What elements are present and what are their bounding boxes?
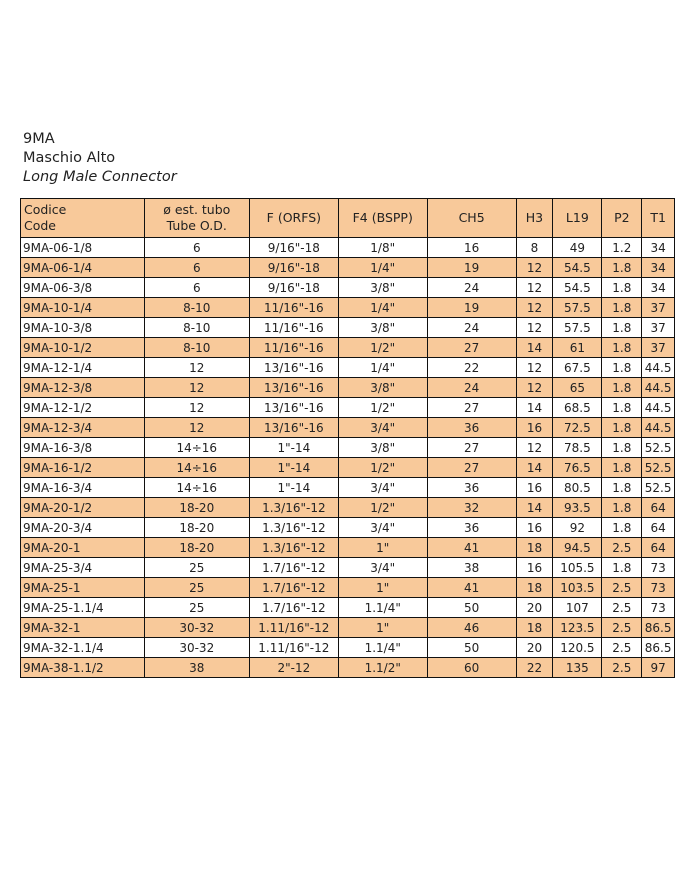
cell-ch5: 50 [427,638,516,658]
table-row [21,498,675,518]
cell-f: 13/16"-16 [249,398,338,418]
cell-tube: 30-32 [144,618,249,638]
cell-ch5: 41 [427,538,516,558]
cell-f: 13/16"-16 [249,378,338,398]
cell-ch5: 36 [427,418,516,438]
cell-l19: 67.5 [553,358,602,378]
cell-code: 9MA-12-1/2 [21,398,145,418]
column-header-t1: T1 [642,199,675,238]
cell-tube: 6 [144,258,249,278]
cell-t1: 37 [642,338,675,358]
cell-l19: 80.5 [553,478,602,498]
cell-code: 9MA-12-3/8 [21,378,145,398]
table-body [21,238,675,678]
cell-ch5: 16 [427,238,516,258]
cell-l19: 57.5 [553,318,602,338]
cell-f: 11/16"-16 [249,298,338,318]
cell-t1: 73 [642,558,675,578]
cell-f4: 3/4" [338,518,427,538]
cell-ch5: 60 [427,658,516,678]
cell-l19: 120.5 [553,638,602,658]
column-header-h3: H3 [516,199,553,238]
cell-f4: 3/8" [338,438,427,458]
cell-l19: 72.5 [553,418,602,438]
cell-l19: 54.5 [553,278,602,298]
cell-ch5: 22 [427,358,516,378]
cell-tube: 30-32 [144,638,249,658]
cell-f: 1"-14 [249,438,338,458]
column-header-code [21,199,145,238]
cell-code: 9MA-25-1.1/4 [21,598,145,618]
cell-f4: 1/2" [338,498,427,518]
cell-code: 9MA-16-3/4 [21,478,145,498]
table-row [21,258,675,278]
product-code: 9MA [23,131,55,147]
cell-t1: 37 [642,298,675,318]
cell-tube: 18-20 [144,518,249,538]
table-row [21,518,675,538]
cell-f: 1.3/16"-12 [249,538,338,558]
cell-h3: 20 [516,638,553,658]
cell-t1: 44.5 [642,398,675,418]
table-row [21,358,675,378]
cell-h3: 12 [516,358,553,378]
cell-p2: 1.8 [602,338,642,358]
cell-l19: 105.5 [553,558,602,578]
cell-t1: 34 [642,278,675,298]
cell-tube: 12 [144,418,249,438]
cell-f4: 3/8" [338,278,427,298]
cell-tube: 12 [144,358,249,378]
cell-l19: 78.5 [553,438,602,458]
cell-ch5: 46 [427,618,516,638]
cell-t1: 44.5 [642,358,675,378]
cell-h3: 8 [516,238,553,258]
cell-tube: 12 [144,378,249,398]
table-row [21,398,675,418]
table-row [21,278,675,298]
cell-code: 9MA-06-1/8 [21,238,145,258]
cell-p2: 2.5 [602,618,642,638]
table-row [21,438,675,458]
cell-t1: 52.5 [642,478,675,498]
cell-f: 1"-14 [249,478,338,498]
table-row [21,418,675,438]
cell-h3: 14 [516,498,553,518]
cell-h3: 12 [516,278,553,298]
cell-f: 9/16"-18 [249,278,338,298]
cell-t1: 73 [642,598,675,618]
cell-l19: 92 [553,518,602,538]
cell-h3: 12 [516,298,553,318]
cell-p2: 1.8 [602,318,642,338]
cell-f4: 3/4" [338,418,427,438]
cell-f4: 1" [338,618,427,638]
table-row [21,658,675,678]
cell-tube: 8-10 [144,338,249,358]
cell-ch5: 36 [427,518,516,538]
cell-tube: 38 [144,658,249,678]
cell-f4: 1" [338,538,427,558]
cell-ch5: 27 [427,338,516,358]
cell-ch5: 27 [427,398,516,418]
cell-h3: 12 [516,318,553,338]
cell-h3: 20 [516,598,553,618]
cell-l19: 68.5 [553,398,602,418]
cell-p2: 1.8 [602,498,642,518]
cell-ch5: 41 [427,578,516,598]
cell-f: 9/16"-18 [249,258,338,278]
cell-f: 11/16"-16 [249,318,338,338]
cell-p2: 1.8 [602,418,642,438]
cell-h3: 18 [516,618,553,638]
cell-l19: 93.5 [553,498,602,518]
cell-code: 9MA-10-1/4 [21,298,145,318]
cell-t1: 37 [642,318,675,338]
column-header-code-en: Code [24,218,57,233]
table-row [21,578,675,598]
table-row [21,338,675,358]
cell-f: 1.3/16"-12 [249,518,338,538]
cell-t1: 34 [642,258,675,278]
table-row [21,618,675,638]
cell-f: 1.11/16"-12 [249,618,338,638]
cell-p2: 2.5 [602,598,642,618]
cell-h3: 16 [516,558,553,578]
cell-f: 1.11/16"-12 [249,638,338,658]
cell-code: 9MA-10-3/8 [21,318,145,338]
cell-p2: 2.5 [602,578,642,598]
cell-f4: 3/4" [338,478,427,498]
cell-p2: 1.8 [602,298,642,318]
cell-p2: 1.2 [602,238,642,258]
column-header-f4: F4 (BSPP) [338,199,427,238]
cell-f4: 1" [338,578,427,598]
cell-f4: 1/4" [338,258,427,278]
cell-tube: 6 [144,238,249,258]
cell-code: 9MA-06-1/4 [21,258,145,278]
cell-ch5: 24 [427,378,516,398]
cell-p2: 1.8 [602,398,642,418]
cell-f4: 3/8" [338,378,427,398]
column-header-code-it: Codice [24,202,67,217]
dimensions-table [20,198,675,678]
column-header-tube-en: Tube O.D. [166,218,227,233]
cell-h3: 12 [516,378,553,398]
cell-t1: 34 [642,238,675,258]
cell-f4: 1.1/4" [338,598,427,618]
cell-h3: 16 [516,518,553,538]
cell-h3: 14 [516,338,553,358]
column-header-tube-it: ø est. tubo [163,202,231,217]
cell-tube: 14÷16 [144,478,249,498]
cell-code: 9MA-32-1 [21,618,145,638]
cell-h3: 12 [516,258,553,278]
cell-p2: 1.8 [602,558,642,578]
table-row [21,238,675,258]
cell-t1: 64 [642,498,675,518]
cell-ch5: 32 [427,498,516,518]
cell-tube: 18-20 [144,538,249,558]
cell-tube: 6 [144,278,249,298]
cell-ch5: 27 [427,458,516,478]
cell-tube: 25 [144,598,249,618]
cell-code: 9MA-20-1/2 [21,498,145,518]
column-header-f: F (ORFS) [249,199,338,238]
cell-ch5: 38 [427,558,516,578]
cell-p2: 1.8 [602,378,642,398]
cell-h3: 14 [516,458,553,478]
cell-ch5: 19 [427,258,516,278]
cell-f: 11/16"-16 [249,338,338,358]
cell-code: 9MA-16-3/8 [21,438,145,458]
cell-tube: 14÷16 [144,458,249,478]
cell-tube: 12 [144,398,249,418]
cell-p2: 1.8 [602,438,642,458]
cell-code: 9MA-20-3/4 [21,518,145,538]
table-row [21,298,675,318]
cell-tube: 8-10 [144,298,249,318]
cell-ch5: 24 [427,278,516,298]
cell-p2: 1.8 [602,358,642,378]
cell-code: 9MA-20-1 [21,538,145,558]
cell-l19: 123.5 [553,618,602,638]
cell-f4: 1/4" [338,298,427,318]
cell-f4: 1/2" [338,458,427,478]
cell-f4: 1.1/4" [338,638,427,658]
table-row [21,598,675,618]
cell-code: 9MA-25-3/4 [21,558,145,578]
cell-f: 1.7/16"-12 [249,578,338,598]
table-row [21,318,675,338]
cell-tube: 8-10 [144,318,249,338]
cell-l19: 103.5 [553,578,602,598]
cell-ch5: 19 [427,298,516,318]
cell-t1: 73 [642,578,675,598]
cell-t1: 86.5 [642,638,675,658]
cell-f: 1"-14 [249,458,338,478]
cell-l19: 107 [553,598,602,618]
cell-t1: 64 [642,518,675,538]
column-header-l19: L19 [553,199,602,238]
cell-l19: 76.5 [553,458,602,478]
cell-p2: 1.8 [602,518,642,538]
cell-code: 9MA-12-3/4 [21,418,145,438]
cell-f: 1.7/16"-12 [249,558,338,578]
cell-t1: 64 [642,538,675,558]
cell-h3: 22 [516,658,553,678]
cell-p2: 1.8 [602,478,642,498]
cell-code: 9MA-10-1/2 [21,338,145,358]
cell-h3: 16 [516,418,553,438]
cell-h3: 18 [516,538,553,558]
cell-code: 9MA-12-1/4 [21,358,145,378]
column-header-p2: P2 [602,199,642,238]
cell-l19: 61 [553,338,602,358]
cell-f: 1.7/16"-12 [249,598,338,618]
cell-p2: 2.5 [602,658,642,678]
cell-ch5: 24 [427,318,516,338]
column-header-ch5: CH5 [427,199,516,238]
cell-tube: 25 [144,578,249,598]
cell-t1: 52.5 [642,458,675,478]
cell-f4: 1.1/2" [338,658,427,678]
cell-l19: 54.5 [553,258,602,278]
cell-f4: 1/2" [338,398,427,418]
table-row [21,638,675,658]
cell-p2: 1.8 [602,278,642,298]
cell-h3: 12 [516,438,553,458]
product-header [23,130,177,187]
cell-f4: 3/4" [338,558,427,578]
table-header-row [21,199,675,238]
table-row [21,558,675,578]
cell-f4: 1/8" [338,238,427,258]
cell-f: 9/16"-18 [249,238,338,258]
product-name-it: Maschio Alto [23,150,116,166]
cell-h3: 14 [516,398,553,418]
table-row [21,478,675,498]
cell-l19: 49 [553,238,602,258]
cell-code: 9MA-16-1/2 [21,458,145,478]
cell-tube: 18-20 [144,498,249,518]
cell-code: 9MA-32-1.1/4 [21,638,145,658]
cell-tube: 25 [144,558,249,578]
cell-p2: 2.5 [602,538,642,558]
cell-p2: 1.8 [602,458,642,478]
cell-f4: 1/4" [338,358,427,378]
cell-code: 9MA-25-1 [21,578,145,598]
cell-p2: 1.8 [602,258,642,278]
cell-p2: 2.5 [602,638,642,658]
table-row [21,538,675,558]
cell-tube: 14÷16 [144,438,249,458]
cell-f: 13/16"-16 [249,418,338,438]
cell-f: 2"-12 [249,658,338,678]
cell-t1: 44.5 [642,418,675,438]
cell-ch5: 36 [427,478,516,498]
table-row [21,458,675,478]
cell-ch5: 27 [427,438,516,458]
table-row [21,378,675,398]
cell-t1: 44.5 [642,378,675,398]
cell-l19: 135 [553,658,602,678]
cell-code: 9MA-38-1.1/2 [21,658,145,678]
cell-t1: 52.5 [642,438,675,458]
cell-l19: 94.5 [553,538,602,558]
cell-l19: 57.5 [553,298,602,318]
cell-h3: 18 [516,578,553,598]
cell-f4: 3/8" [338,318,427,338]
cell-ch5: 50 [427,598,516,618]
product-name-en: Long Male Connector [23,169,177,185]
cell-t1: 97 [642,658,675,678]
cell-f: 1.3/16"-12 [249,498,338,518]
cell-t1: 86.5 [642,618,675,638]
column-header-tube [144,199,249,238]
cell-f: 13/16"-16 [249,358,338,378]
cell-h3: 16 [516,478,553,498]
cell-code: 9MA-06-3/8 [21,278,145,298]
cell-l19: 65 [553,378,602,398]
cell-f4: 1/2" [338,338,427,358]
